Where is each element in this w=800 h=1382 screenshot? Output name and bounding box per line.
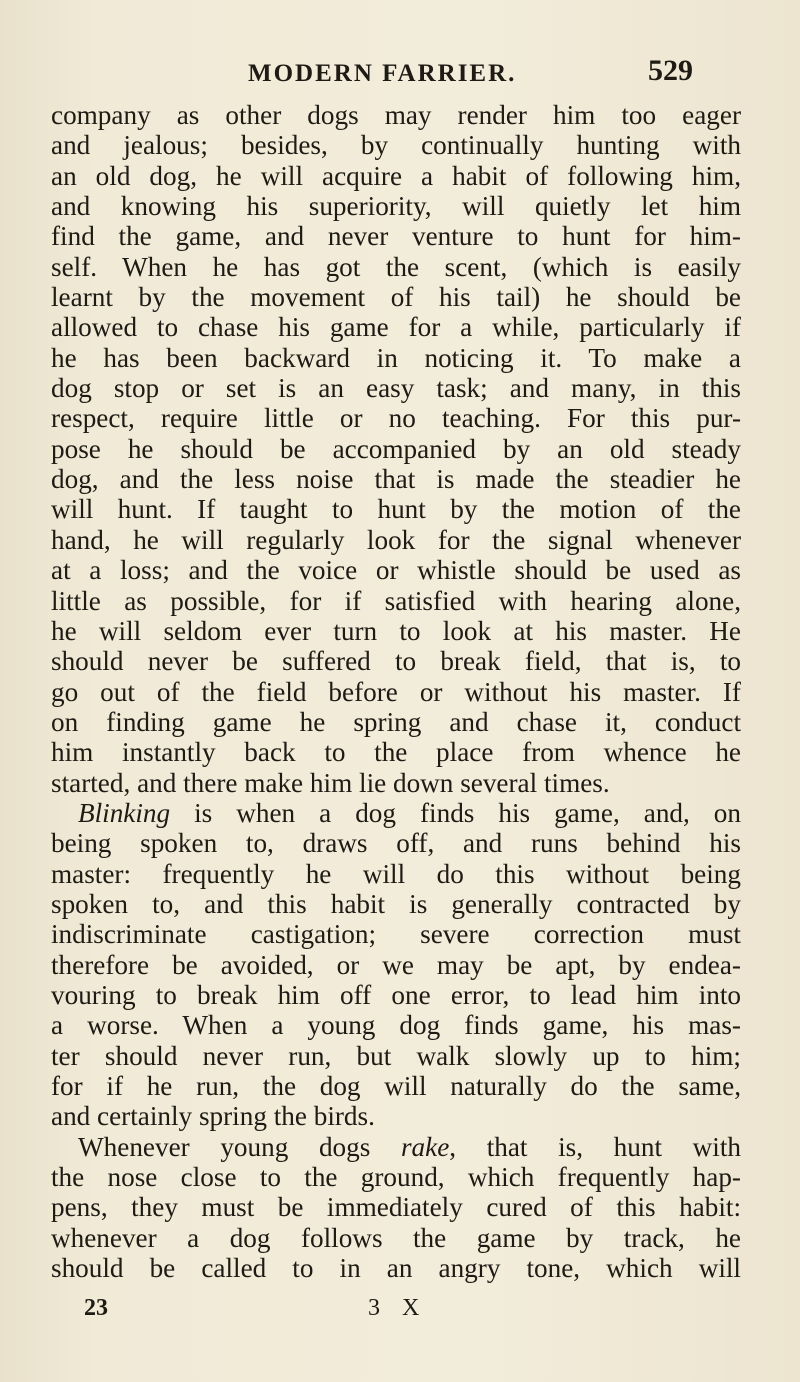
text-line: started, and there make him lie down several times. [51,767,610,798]
text-line: company as other dogs may render him too eager [51,100,741,130]
text-line: indiscriminate castigation; severe correction must [51,919,741,950]
text-line: pose he should be accompanied by an old steady [51,433,741,464]
text-line: find the game, and never venture to hunt for him- [51,221,741,252]
text-line: respect, require little or no teaching. For this pur- [51,403,741,434]
text-line: Blinking is when a dog finds his game, and, on [78,797,741,828]
text-line: for if he run, the dog will naturally do the same, [51,1071,741,1101]
italic-term: rake [400,1131,450,1162]
text-line: therefore be avoided, or we may be apt, by endea- [51,949,741,980]
running-title: MODERN FARRIER. [248,60,517,87]
text-line: Whenever young dogs rake, that is, hunt with [78,1131,741,1162]
text-line: learnt by the movement of his tail) he should be [51,282,741,313]
text-line: vouring to break him off one error, to lead him into [51,979,741,1010]
text-line: self. When he has got the scent, (which is easily [51,251,741,282]
text-line: on finding game he spring and chase it, conduct [51,706,741,737]
text-line: pens, they must be immediately cured of this habit: [51,1192,741,1223]
signature-mark: 23 [84,1295,108,1321]
text-line: little as possible, for if satisfied with hearing alone, [51,585,741,616]
text-line: he has been backward in noticing it. To make a [51,342,741,373]
text-line: and certainly spring the birds. [51,1101,375,1132]
body-text [51,100,741,1283]
text-line: dog, and the less noise that is made the steadier he [51,464,741,495]
text-line: go out of the field before or without his master. If [51,676,741,707]
running-head [0,54,800,94]
text-line: dog stop or set is an easy task; and many, in this [51,373,741,404]
sheet-mark: 3 X [368,1295,428,1321]
text-line: ter should never run, but walk slowly up to him; [51,1040,741,1071]
text-line: and knowing his superiority, will quietly let him [51,191,741,222]
text-line: him instantly back to the place from whence he [51,737,741,768]
text-line: allowed to chase his game for a while, particularly if [51,312,741,343]
text-line: and jealous; besides, by continually hunting with [51,130,741,161]
text-line: a worse. When a young dog finds game, his mas- [51,1010,741,1041]
italic-term: Blinking [78,797,171,828]
text-line: the nose close to the ground, which frequently hap- [51,1162,741,1193]
page-number: 529 [648,54,693,87]
text-line: should be called to in an angry tone, which will [51,1253,741,1284]
page-footer [0,1295,800,1325]
text-line: master: frequently he will do this without being [51,858,741,889]
text-line: will hunt. If taught to hunt by the motion of the [51,494,741,525]
text-line: he will seldom ever turn to look at his master. He [51,615,741,646]
text-line: being spoken to, draws off, and runs behind his [51,828,741,859]
text-line: whenever a dog follows the game by track, he [51,1222,741,1253]
text-line: an old dog, he will acquire a habit of following him, [51,160,741,191]
text-line: should never be suffered to break field, that is, to [51,646,741,677]
text-line: hand, he will regularly look for the signal whenever [51,524,741,555]
text-line: at a loss; and the voice or whistle should be used as [51,555,741,586]
text-line: spoken to, and this habit is generally contracted by [51,888,741,919]
